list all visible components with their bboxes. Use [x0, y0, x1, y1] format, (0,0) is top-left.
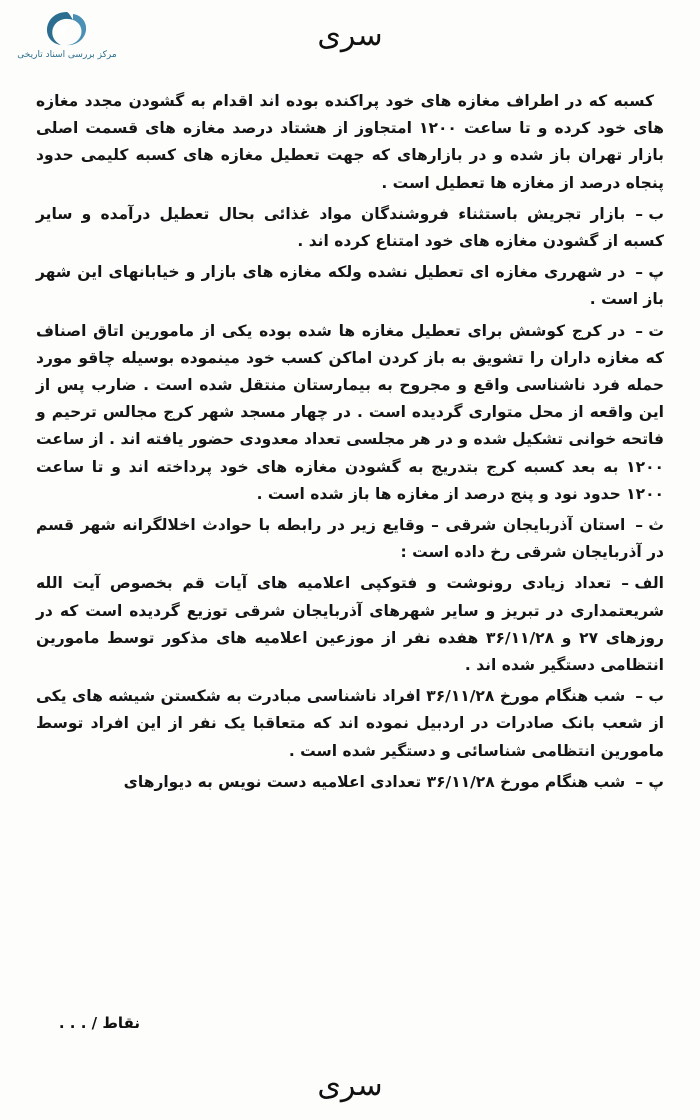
archive-logo-text: مرکز بررسی اسناد تاریخی — [17, 50, 117, 60]
paragraph-text: بازار تجریش باستثناء فروشندگان مواد غذائی بحال تعطیل درآمده و سایر کسبه از گشودن مغازه های خود امتناع کرده اند . — [36, 204, 664, 251]
classification-footer: سری — [317, 1068, 383, 1103]
paragraph-b2 — [36, 683, 664, 765]
paragraph-text: در کرج کوشش برای تعطیل مغازه ها شده بوده یکی از مامورین اتاق اصناف که مغازه داران را تشویق به باز کردن اماکن کسب خود مینموده بوسیله چاقو مورد حمله فرد ناشناسی واقع و مجروح به بیمارستان منتقل شده است . ضارب پس از این واقعه از محل متواری گردیده است . در چهار مسجد شهر کرج مجالس ترحیم و فاتحه خوانی تشکیل شده و در هر مجلسی تعداد معدودی حضور یافته اند . از ساعت ۱۲۰۰ به بعد کسبه کرج بتدریج به گشودن مغازه های خود پرداخته اند و تا ساعت ۱۲۰۰ حدود نود و پنج درصد از مغازه ها باز شده است . — [36, 321, 664, 503]
paragraph-alef — [36, 570, 664, 679]
paragraph-marker: ب – — [635, 204, 664, 223]
paragraph-marker: الف – — [621, 574, 664, 593]
paragraph-p — [36, 259, 664, 313]
continuation-note: نقاط / . . . — [58, 1014, 140, 1032]
paragraph-1 — [36, 88, 664, 197]
paragraph-th — [36, 512, 664, 566]
classification-header: سری — [317, 18, 383, 53]
paragraph-text: کسبه که در اطراف مغازه های خود پراکنده بوده اند اقدام به گشودن مجدد مغازه های خود کرده و تا ساعت ۱۲۰۰ امتجاوز از هشتاد درصد مغازه های قسمت اصلی بازار تهران باز شده و در بازارهای که جهت تعطیل مغازه های کسبه کلیمی حدود پنجاه درصد از مغازه ها تعطیل است . — [36, 92, 664, 192]
paragraph-marker: ب – — [635, 687, 664, 706]
paragraph-p2 — [36, 769, 664, 796]
paragraph-marker: ث – — [635, 516, 664, 535]
paragraph-t — [36, 318, 664, 508]
paragraph-text: استان آذربایجان شرقی – وقایع زیر در رابطه با حوادث اخلالگرانه شهر قسم در آذربایجان شرقی رخ داده است : — [36, 516, 664, 562]
paragraph-text: در شهرری مغازه ای تعطیل نشده ولکه مغازه های بازار و خیابانهای این شهر باز است . — [36, 263, 664, 309]
paragraph-marker: پ – — [635, 263, 664, 282]
paragraph-text: شب هنگام مورخ ۳۶/۱۱/۲۸ تعدادی اعلامیه دست نویس به دیوارهای — [123, 772, 626, 791]
paragraph-b — [36, 201, 664, 255]
document-body — [36, 88, 664, 800]
paragraph-text: تعداد زیادی رونوشت و فتوکپی اعلامیه های آیات قم بخصوص آیت الله شریعتمداری در تبریز و سایر شهرهای آذربایجان شرقی توزیع گردیده است که در روزهای ۲۷ و ۳۶/۱۱/۲۸ هفده نفر از موزعین اعلامیه های مذکور توسط مامورین انتظامی دستگیر شده اند . — [36, 574, 664, 675]
paragraph-marker: ت – — [635, 321, 664, 340]
paragraph-marker: پ – — [635, 772, 664, 791]
paragraph-text: شب هنگام مورخ ۳۶/۱۱/۲۸ افراد ناشناسی مبادرت به شکستن شیشه های یکی از شعب بانک صادرات در اردبیل نموده اند که متعاقبا یک نفر از این افراد توسط مامورین انتظامی شناسائی و دستگیر شده است . — [36, 687, 664, 760]
